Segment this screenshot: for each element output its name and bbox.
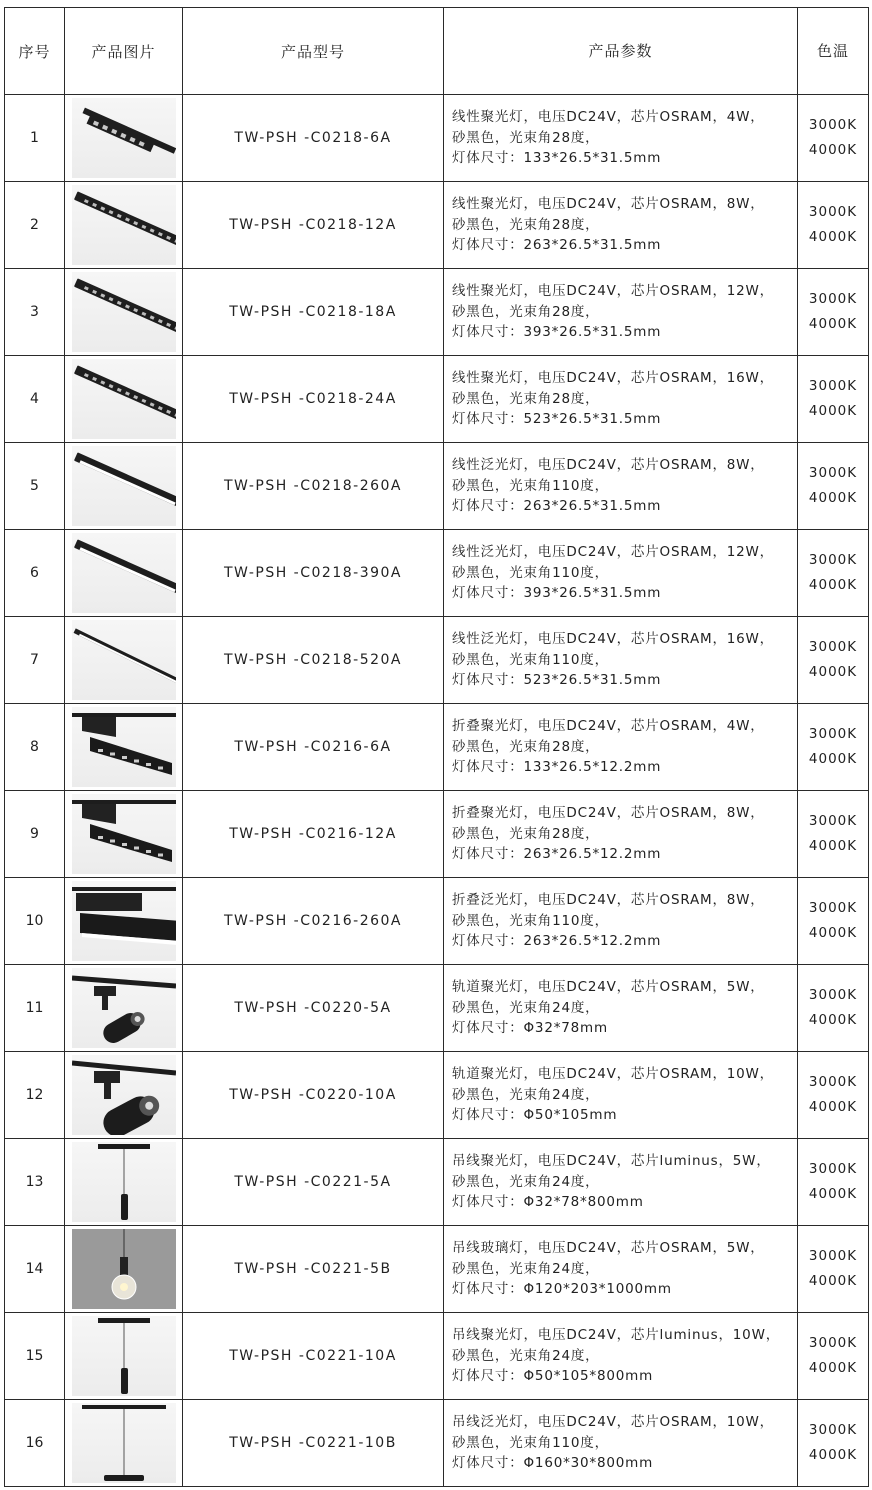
cct-value: 3000K — [808, 900, 858, 916]
cct-value: 4000K — [808, 490, 858, 506]
table-row — [5, 530, 869, 617]
table-row — [5, 443, 869, 530]
cct-value: 3000K — [808, 726, 858, 742]
track-spotlight-icon — [72, 1055, 176, 1135]
table-row — [5, 1313, 869, 1400]
product-image-cell — [65, 617, 183, 704]
table-row — [5, 1052, 869, 1139]
row-index: 16 — [5, 1400, 65, 1487]
param-line: 折叠聚光灯，电压DC24V，芯片OSRAM，4W， — [452, 718, 765, 735]
param-line: 灯体尺寸：Φ160*30*800mm — [452, 1455, 654, 1472]
cct-value: 4000K — [808, 925, 858, 941]
product-model: TW-PSH -C0218-260A — [183, 443, 444, 530]
row-index: 1 — [5, 95, 65, 182]
product-model: TW-PSH -C0218-12A — [183, 182, 444, 269]
track-spotlight-small-icon — [72, 968, 176, 1048]
cct-value: 3000K — [808, 639, 858, 655]
param-line: 灯体尺寸：263*26.5*31.5mm — [452, 498, 662, 515]
param-line: 灯体尺寸：523*26.5*31.5mm — [452, 672, 662, 689]
product-model: TW-PSH -C0218-24A — [183, 356, 444, 443]
header-index: 序号 — [5, 8, 65, 95]
table-row — [5, 1139, 869, 1226]
param-line: 灯体尺寸：523*26.5*31.5mm — [452, 411, 662, 428]
table-row — [5, 704, 869, 791]
param-line: 砂黑色，光束角110度， — [452, 564, 609, 581]
param-line: 砂黑色，光束角110度， — [452, 651, 609, 668]
linear-flood-icon — [72, 533, 176, 613]
param-line: 砂黑色，光束角24度， — [452, 1260, 600, 1277]
product-spec-table — [4, 7, 869, 1487]
cct-value: 3000K — [808, 1074, 858, 1090]
product-image-cell — [65, 1400, 183, 1487]
product-model: TW-PSH -C0221-5B — [183, 1226, 444, 1313]
product-model: TW-PSH -C0218-520A — [183, 617, 444, 704]
product-image-cell — [65, 1052, 183, 1139]
color-temperature — [798, 617, 869, 704]
table-row — [5, 965, 869, 1052]
param-line: 吊线泛光灯，电压DC24V，芯片OSRAM，10W， — [452, 1414, 774, 1431]
cct-value: 4000K — [808, 751, 858, 767]
product-model: TW-PSH -C0216-6A — [183, 704, 444, 791]
cct-value: 3000K — [808, 1422, 858, 1438]
table-row — [5, 617, 869, 704]
product-model: TW-PSH -C0221-10A — [183, 1313, 444, 1400]
pendant-glass-bulb-icon — [72, 1229, 176, 1309]
product-params — [444, 95, 798, 182]
table-row — [5, 269, 869, 356]
row-index: 5 — [5, 443, 65, 530]
product-image-cell — [65, 95, 183, 182]
table-row — [5, 356, 869, 443]
product-model: TW-PSH -C0216-12A — [183, 791, 444, 878]
product-image-cell — [65, 182, 183, 269]
product-params — [444, 182, 798, 269]
product-image-cell — [65, 1139, 183, 1226]
cct-value: 3000K — [808, 465, 858, 481]
linear-spot-icon — [72, 272, 176, 352]
color-temperature — [798, 1226, 869, 1313]
linear-spot-long-icon — [72, 359, 176, 439]
folding-spot-icon — [72, 707, 176, 787]
cct-value: 4000K — [808, 229, 858, 245]
cct-value: 3000K — [808, 552, 858, 568]
param-line: 灯体尺寸：Φ50*105*800mm — [452, 1368, 654, 1385]
row-index: 6 — [5, 530, 65, 617]
linear-spot-short-icon — [72, 98, 176, 178]
color-temperature — [798, 269, 869, 356]
param-line: 灯体尺寸：133*26.5*31.5mm — [452, 150, 662, 167]
product-image-cell — [65, 530, 183, 617]
product-params — [444, 1139, 798, 1226]
row-index: 11 — [5, 965, 65, 1052]
row-index: 13 — [5, 1139, 65, 1226]
color-temperature — [798, 704, 869, 791]
product-params — [444, 269, 798, 356]
header-params: 产品参数 — [444, 8, 798, 95]
table-row — [5, 791, 869, 878]
linear-flood-icon — [72, 446, 176, 526]
cct-value: 4000K — [808, 1273, 858, 1289]
param-line: 砂黑色，光束角24度， — [452, 999, 600, 1016]
color-temperature — [798, 530, 869, 617]
cct-value: 3000K — [808, 987, 858, 1003]
param-line: 砂黑色，光束角28度， — [452, 825, 600, 842]
color-temperature — [798, 1313, 869, 1400]
param-line: 线性泛光灯，电压DC24V，芯片OSRAM，16W， — [452, 631, 774, 648]
product-params — [444, 1400, 798, 1487]
table-row — [5, 95, 869, 182]
param-line: 砂黑色，光束角110度， — [452, 477, 609, 494]
param-line: 砂黑色，光束角28度， — [452, 738, 600, 755]
product-image-cell — [65, 269, 183, 356]
color-temperature — [798, 95, 869, 182]
product-image-cell — [65, 356, 183, 443]
param-line: 砂黑色，光束角24度， — [452, 1086, 600, 1103]
product-model: TW-PSH -C0221-5A — [183, 1139, 444, 1226]
cct-value: 4000K — [808, 1447, 858, 1463]
color-temperature — [798, 1400, 869, 1487]
param-line: 砂黑色，光束角28度， — [452, 303, 600, 320]
cct-value: 4000K — [808, 316, 858, 332]
product-image-cell — [65, 443, 183, 530]
product-model: TW-PSH -C0218-18A — [183, 269, 444, 356]
product-image-cell — [65, 1226, 183, 1313]
param-line: 灯体尺寸：Φ32*78*800mm — [452, 1194, 644, 1211]
cct-value: 4000K — [808, 1099, 858, 1115]
product-model: TW-PSH -C0216-260A — [183, 878, 444, 965]
row-index: 15 — [5, 1313, 65, 1400]
cct-value: 3000K — [808, 378, 858, 394]
cct-value: 3000K — [808, 813, 858, 829]
product-params — [444, 965, 798, 1052]
param-line: 折叠聚光灯，电压DC24V，芯片OSRAM，8W， — [452, 805, 765, 822]
param-line: 砂黑色，光束角24度， — [452, 1173, 600, 1190]
pendant-flood-disc-icon — [72, 1403, 176, 1483]
header-row — [5, 8, 869, 95]
param-line: 灯体尺寸：393*26.5*31.5mm — [452, 585, 662, 602]
color-temperature — [798, 356, 869, 443]
row-index: 9 — [5, 791, 65, 878]
cct-value: 3000K — [808, 117, 858, 133]
row-index: 7 — [5, 617, 65, 704]
param-line: 线性泛光灯，电压DC24V，芯片OSRAM，8W， — [452, 457, 765, 474]
pendant-spot-icon — [72, 1316, 176, 1396]
param-line: 吊线玻璃灯，电压DC24V，芯片OSRAM，5W， — [452, 1240, 765, 1257]
table-row — [5, 1226, 869, 1313]
cct-value: 3000K — [808, 1335, 858, 1351]
param-line: 折叠泛光灯，电压DC24V，芯片OSRAM，8W， — [452, 892, 765, 909]
row-index: 12 — [5, 1052, 65, 1139]
table-row — [5, 878, 869, 965]
color-temperature — [798, 1139, 869, 1226]
param-line: 灯体尺寸：Φ120*203*1000mm — [452, 1281, 672, 1298]
product-params — [444, 791, 798, 878]
color-temperature — [798, 791, 869, 878]
cct-value: 4000K — [808, 142, 858, 158]
linear-flood-long-icon — [72, 620, 176, 700]
product-image-cell — [65, 791, 183, 878]
param-line: 砂黑色，光束角110度， — [452, 912, 609, 929]
color-temperature — [798, 1052, 869, 1139]
param-line: 砂黑色，光束角24度， — [452, 1347, 600, 1364]
product-image-cell — [65, 704, 183, 791]
param-line: 灯体尺寸：393*26.5*31.5mm — [452, 324, 662, 341]
row-index: 8 — [5, 704, 65, 791]
cct-value: 3000K — [808, 1248, 858, 1264]
product-params — [444, 878, 798, 965]
cct-value: 3000K — [808, 291, 858, 307]
row-index: 10 — [5, 878, 65, 965]
product-params — [444, 530, 798, 617]
param-line: 灯体尺寸：263*26.5*12.2mm — [452, 933, 662, 950]
table-row — [5, 182, 869, 269]
product-model: TW-PSH -C0218-390A — [183, 530, 444, 617]
color-temperature — [798, 443, 869, 530]
param-line: 线性聚光灯，电压DC24V，芯片OSRAM，8W， — [452, 196, 765, 213]
product-params — [444, 1313, 798, 1400]
row-index: 2 — [5, 182, 65, 269]
pendant-spot-icon — [72, 1142, 176, 1222]
color-temperature — [798, 878, 869, 965]
param-line: 灯体尺寸：Φ32*78mm — [452, 1020, 608, 1037]
param-line: 线性聚光灯，电压DC24V，芯片OSRAM，12W， — [452, 283, 774, 300]
row-index: 14 — [5, 1226, 65, 1313]
linear-spot-icon — [72, 185, 176, 265]
param-line: 线性聚光灯，电压DC24V，芯片OSRAM，16W， — [452, 370, 774, 387]
product-image-cell — [65, 878, 183, 965]
param-line: 砂黑色，光束角28度， — [452, 129, 600, 146]
table-row — [5, 1400, 869, 1487]
param-line: 灯体尺寸：263*26.5*12.2mm — [452, 846, 662, 863]
product-params — [444, 617, 798, 704]
product-model: TW-PSH -C0220-10A — [183, 1052, 444, 1139]
product-model: TW-PSH -C0221-10B — [183, 1400, 444, 1487]
cct-value: 4000K — [808, 1360, 858, 1376]
cct-value: 4000K — [808, 1186, 858, 1202]
product-params — [444, 704, 798, 791]
param-line: 吊线聚光灯，电压DC24V，芯片luminus，5W， — [452, 1153, 771, 1170]
cct-value: 4000K — [808, 403, 858, 419]
row-index: 4 — [5, 356, 65, 443]
product-params — [444, 356, 798, 443]
param-line: 线性聚光灯，电压DC24V，芯片OSRAM，4W， — [452, 109, 765, 126]
cct-value: 3000K — [808, 1161, 858, 1177]
param-line: 线性泛光灯，电压DC24V，芯片OSRAM，12W， — [452, 544, 774, 561]
product-params — [444, 443, 798, 530]
product-params — [444, 1226, 798, 1313]
param-line: 砂黑色，光束角28度， — [452, 216, 600, 233]
cct-value: 4000K — [808, 838, 858, 854]
param-line: 轨道聚光灯，电压DC24V，芯片OSRAM，5W， — [452, 979, 765, 996]
param-line: 轨道聚光灯，电压DC24V，芯片OSRAM，10W， — [452, 1066, 774, 1083]
row-index: 3 — [5, 269, 65, 356]
param-line: 灯体尺寸：133*26.5*12.2mm — [452, 759, 662, 776]
folding-flood-icon — [72, 881, 176, 961]
product-params — [444, 1052, 798, 1139]
param-line: 吊线聚光灯，电压DC24V，芯片luminus，10W， — [452, 1327, 781, 1344]
color-temperature — [798, 965, 869, 1052]
product-image-cell — [65, 965, 183, 1052]
folding-spot-icon — [72, 794, 176, 874]
header-model: 产品型号 — [183, 8, 444, 95]
param-line: 砂黑色，光束角110度， — [452, 1434, 609, 1451]
header-cct: 色温 — [798, 8, 869, 95]
product-image-cell — [65, 1313, 183, 1400]
color-temperature — [798, 182, 869, 269]
param-line: 灯体尺寸：Φ50*105mm — [452, 1107, 618, 1124]
param-line: 砂黑色，光束角28度， — [452, 390, 600, 407]
cct-value: 4000K — [808, 664, 858, 680]
param-line: 灯体尺寸：263*26.5*31.5mm — [452, 237, 662, 254]
header-image: 产品图片 — [65, 8, 183, 95]
cct-value: 4000K — [808, 577, 858, 593]
product-model: TW-PSH -C0218-6A — [183, 95, 444, 182]
product-model: TW-PSH -C0220-5A — [183, 965, 444, 1052]
cct-value: 3000K — [808, 204, 858, 220]
cct-value: 4000K — [808, 1012, 858, 1028]
